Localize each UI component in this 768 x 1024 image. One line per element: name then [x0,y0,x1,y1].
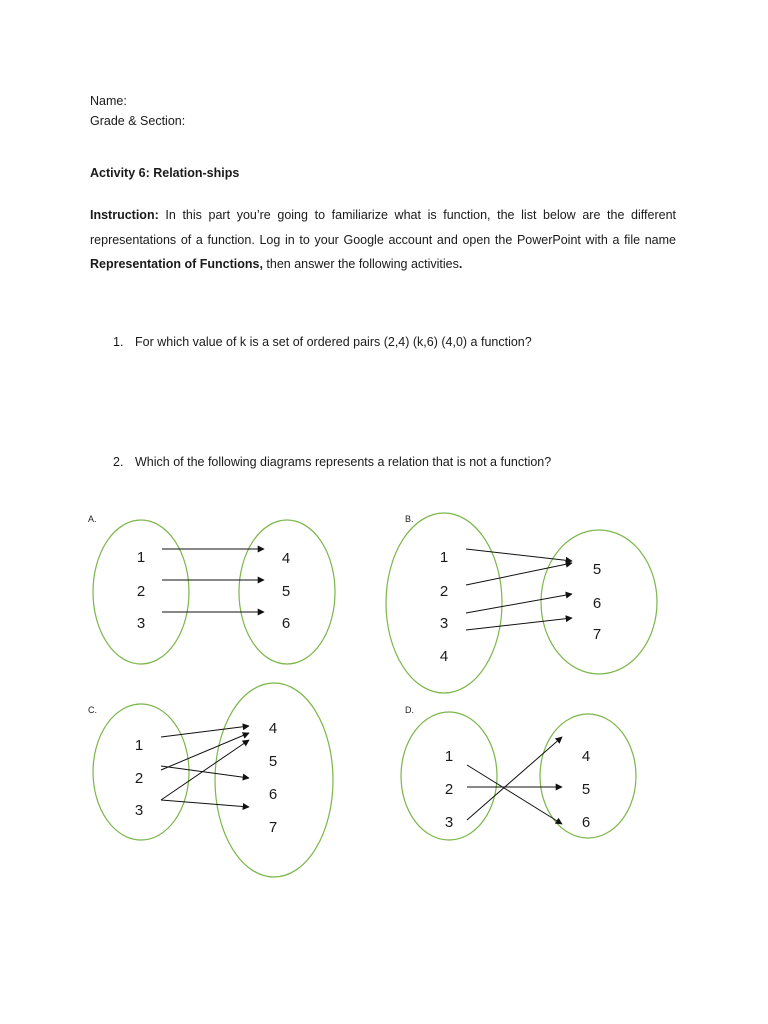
range-oval [215,683,333,877]
range-value: 6 [581,814,591,831]
domain-value: 3 [136,615,146,632]
domain-value: 4 [439,648,449,665]
diagram-b [386,513,657,693]
range-value: 4 [281,550,291,567]
mapping-arrow [161,800,249,807]
mapping-arrow [466,549,572,561]
domain-value: 3 [134,802,144,819]
domain-value: 1 [444,748,454,765]
mapping-arrow [161,740,249,800]
diagram-label: A. [88,514,97,524]
domain-value: 2 [136,583,146,600]
mapping-arrow [467,765,562,824]
diagram-layer [88,513,657,877]
range-value: 5 [592,561,602,578]
domain-value: 2 [134,770,144,787]
domain-value: 1 [134,737,144,754]
grade-section-label: Grade & Section: [90,114,186,128]
diagram-a [88,514,335,664]
question-text: For which value of k is a set of ordered pairs (2,4) (k,6) (4,0) a function? [135,335,532,349]
range-value: 7 [592,626,602,643]
range-value: 4 [268,720,278,737]
mapping-arrow [161,733,249,770]
range-value: 7 [268,819,278,836]
range-value: 6 [268,786,278,803]
diagram-c [88,683,333,877]
question-text: Which of the following diagrams represents a relation that is not a function? [135,455,552,469]
domain-oval [386,513,502,693]
range-value: 5 [268,753,278,770]
mapping-arrow [466,563,572,585]
domain-value: 1 [439,549,449,566]
diagram-label: B. [405,514,414,524]
domain-value: 3 [439,615,449,632]
range-value: 6 [592,595,602,612]
instruction-lead: Instruction: [90,208,159,222]
mapping-arrow [467,737,562,820]
question-number: 1. [113,335,124,349]
mapping-arrow [466,618,572,630]
activity-title: Activity 6: Relation-ships [90,166,240,180]
instruction-text-2: then answer the following activities [262,257,459,271]
range-value: 6 [281,615,291,632]
domain-value: 2 [444,781,454,798]
instruction-text-1: In this part you’re going to familiarize what is function, the list below are the different representations of a function. Log in to your Google account and open the PowerPoint with a file name [90,208,676,247]
range-value: 4 [581,748,591,765]
name-label: Name: [90,94,127,108]
range-value: 5 [581,781,591,798]
domain-value: 3 [444,814,454,831]
question-number: 2. [113,455,124,469]
domain-value: 1 [136,549,146,566]
mapping-arrow [161,726,249,737]
instruction-end: . [458,257,463,271]
range-value: 5 [281,583,291,600]
diagram-d [401,705,636,840]
diagram-label: C. [88,705,97,715]
mapping-arrow [161,766,249,778]
diagram-label: D. [405,705,414,715]
domain-value: 2 [439,583,449,600]
instruction-file-name: Representation of Functions, [90,257,263,271]
mapping-arrow [466,594,572,613]
